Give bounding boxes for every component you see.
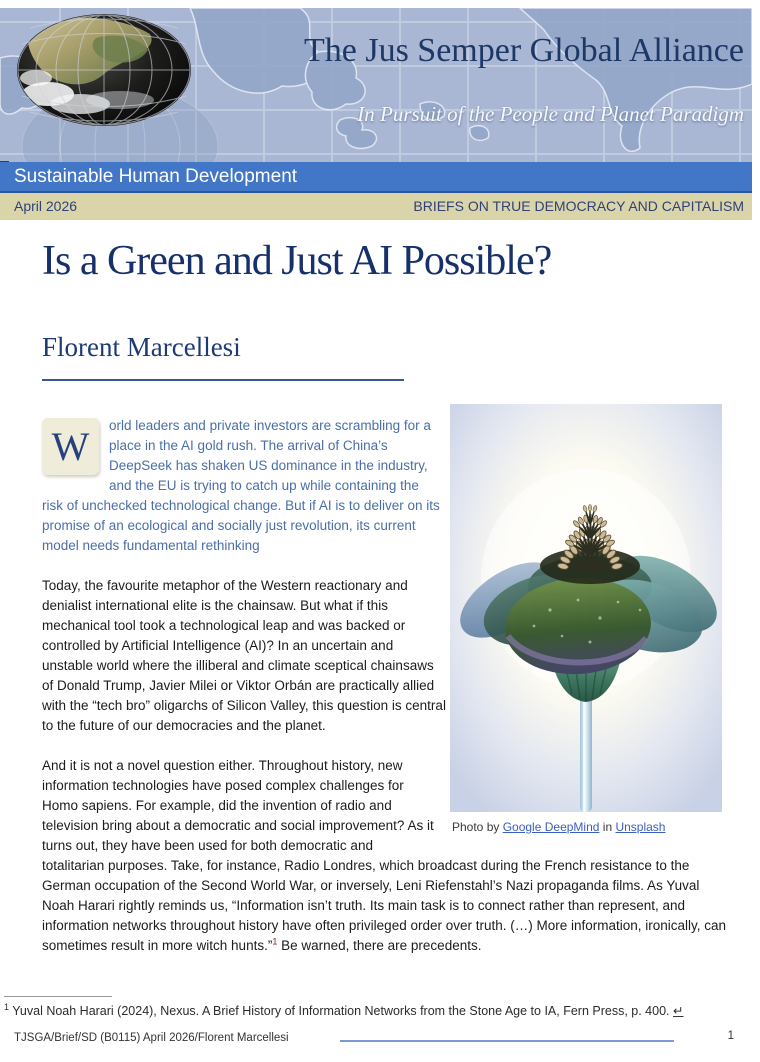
- photo-caption: [452, 820, 665, 834]
- program-band: [0, 162, 752, 193]
- caption-mid: in: [599, 820, 616, 834]
- org-tagline: In Pursuit of the People and Planet Paradigm: [357, 102, 744, 126]
- lead-text: orld leaders and private investors are scrambling for a place in the AI gold rush. The arrival of China’s DeepSeek has shaken US dominance in the industry, and the EU is trying to catch up while containing the risk of unchecked technological change. But if AI is to deliver on its promise of an ecological and socially just revolution, its current model needs fundamental rethinking: [42, 418, 440, 553]
- footnote-separator: [4, 996, 112, 997]
- paragraph3-text: And it is not a novel question either. Throughout history, new information technologies have posed complex challenges for Homo sapiens. For example, did the invention of radio and television bring about a democratic and social improvement? As it turns out, they have been used for both democratic and totalitarian purposes. Take, for instance, Radio Londres, which broadcast during the French resistance to the German occupation of the Second World War, or inversely, Leni Riefenstahl’s Nazi propaganda films. As Yuval Noah Harari rightly reminds us, “Information isn’t truth. Its main task is to connect rather than represent, and information networks throughout history have often privileged order over truth. (…) More information, ironically, can sometimes result in more witch hunts.”: [42, 758, 727, 953]
- lead-paragraph: [42, 416, 442, 556]
- footnote: [4, 1002, 744, 1018]
- body-paragraph-2: Today, the favourite metaphor of the Western reactionary and denialist international elite is the chainsaw. But what if this mechanical tool took a technological leap and was backed or controlled by Artificial Intelligence (AI)? In an uncertain and unstable world where the illiberal and climate sceptical chainsaws of Donald Trump, Javier Milei or Viktor Orbán are practically allied with the “tech bro” oligarchs of Silicon Valley, this question is central to the future of our democracies and the planet.: [42, 578, 446, 733]
- paragraph3-text-after: Be warned, there are precedents.: [277, 938, 482, 953]
- caption-link-unsplash[interactable]: Unsplash: [615, 820, 666, 834]
- flower-photo: [450, 404, 722, 812]
- issue-date: April 2026: [14, 198, 78, 214]
- footnote-mark: 1: [4, 1002, 10, 1012]
- article-title: Is a Green and Just AI Possible?: [42, 238, 552, 284]
- footnote-text: Yuval Noah Harari (2024), Nexus. A Brief History of Information Networks from the Stone Age to IA, Fern Press, p. 400.: [9, 1004, 673, 1019]
- caption-prefix: Photo by: [452, 820, 503, 834]
- series-label: BRIEFS ON TRUE DEMOCRACY AND CAPITALISM: [413, 198, 744, 214]
- footnote-return-link[interactable]: ↵: [672, 1004, 684, 1019]
- dropcap: W: [42, 418, 99, 475]
- program-band-label: Sustainable Human Development: [14, 166, 298, 187]
- issue-band: [0, 193, 752, 220]
- author-name: Florent Marcellesi: [42, 332, 241, 362]
- footnote-reference[interactable]: 1: [272, 936, 278, 947]
- masthead: [0, 8, 752, 162]
- author-rule: [42, 379, 404, 381]
- footer-reference: TJSGA/Brief/SD (B0115) April 2026/Florent Marcellesi: [14, 1032, 289, 1044]
- footer-rule: [340, 1040, 674, 1042]
- org-title: The Jus Semper Global Alliance: [303, 32, 744, 69]
- caption-link-google-deepmind[interactable]: Google DeepMind: [502, 820, 600, 834]
- page-number: 1: [727, 1030, 734, 1042]
